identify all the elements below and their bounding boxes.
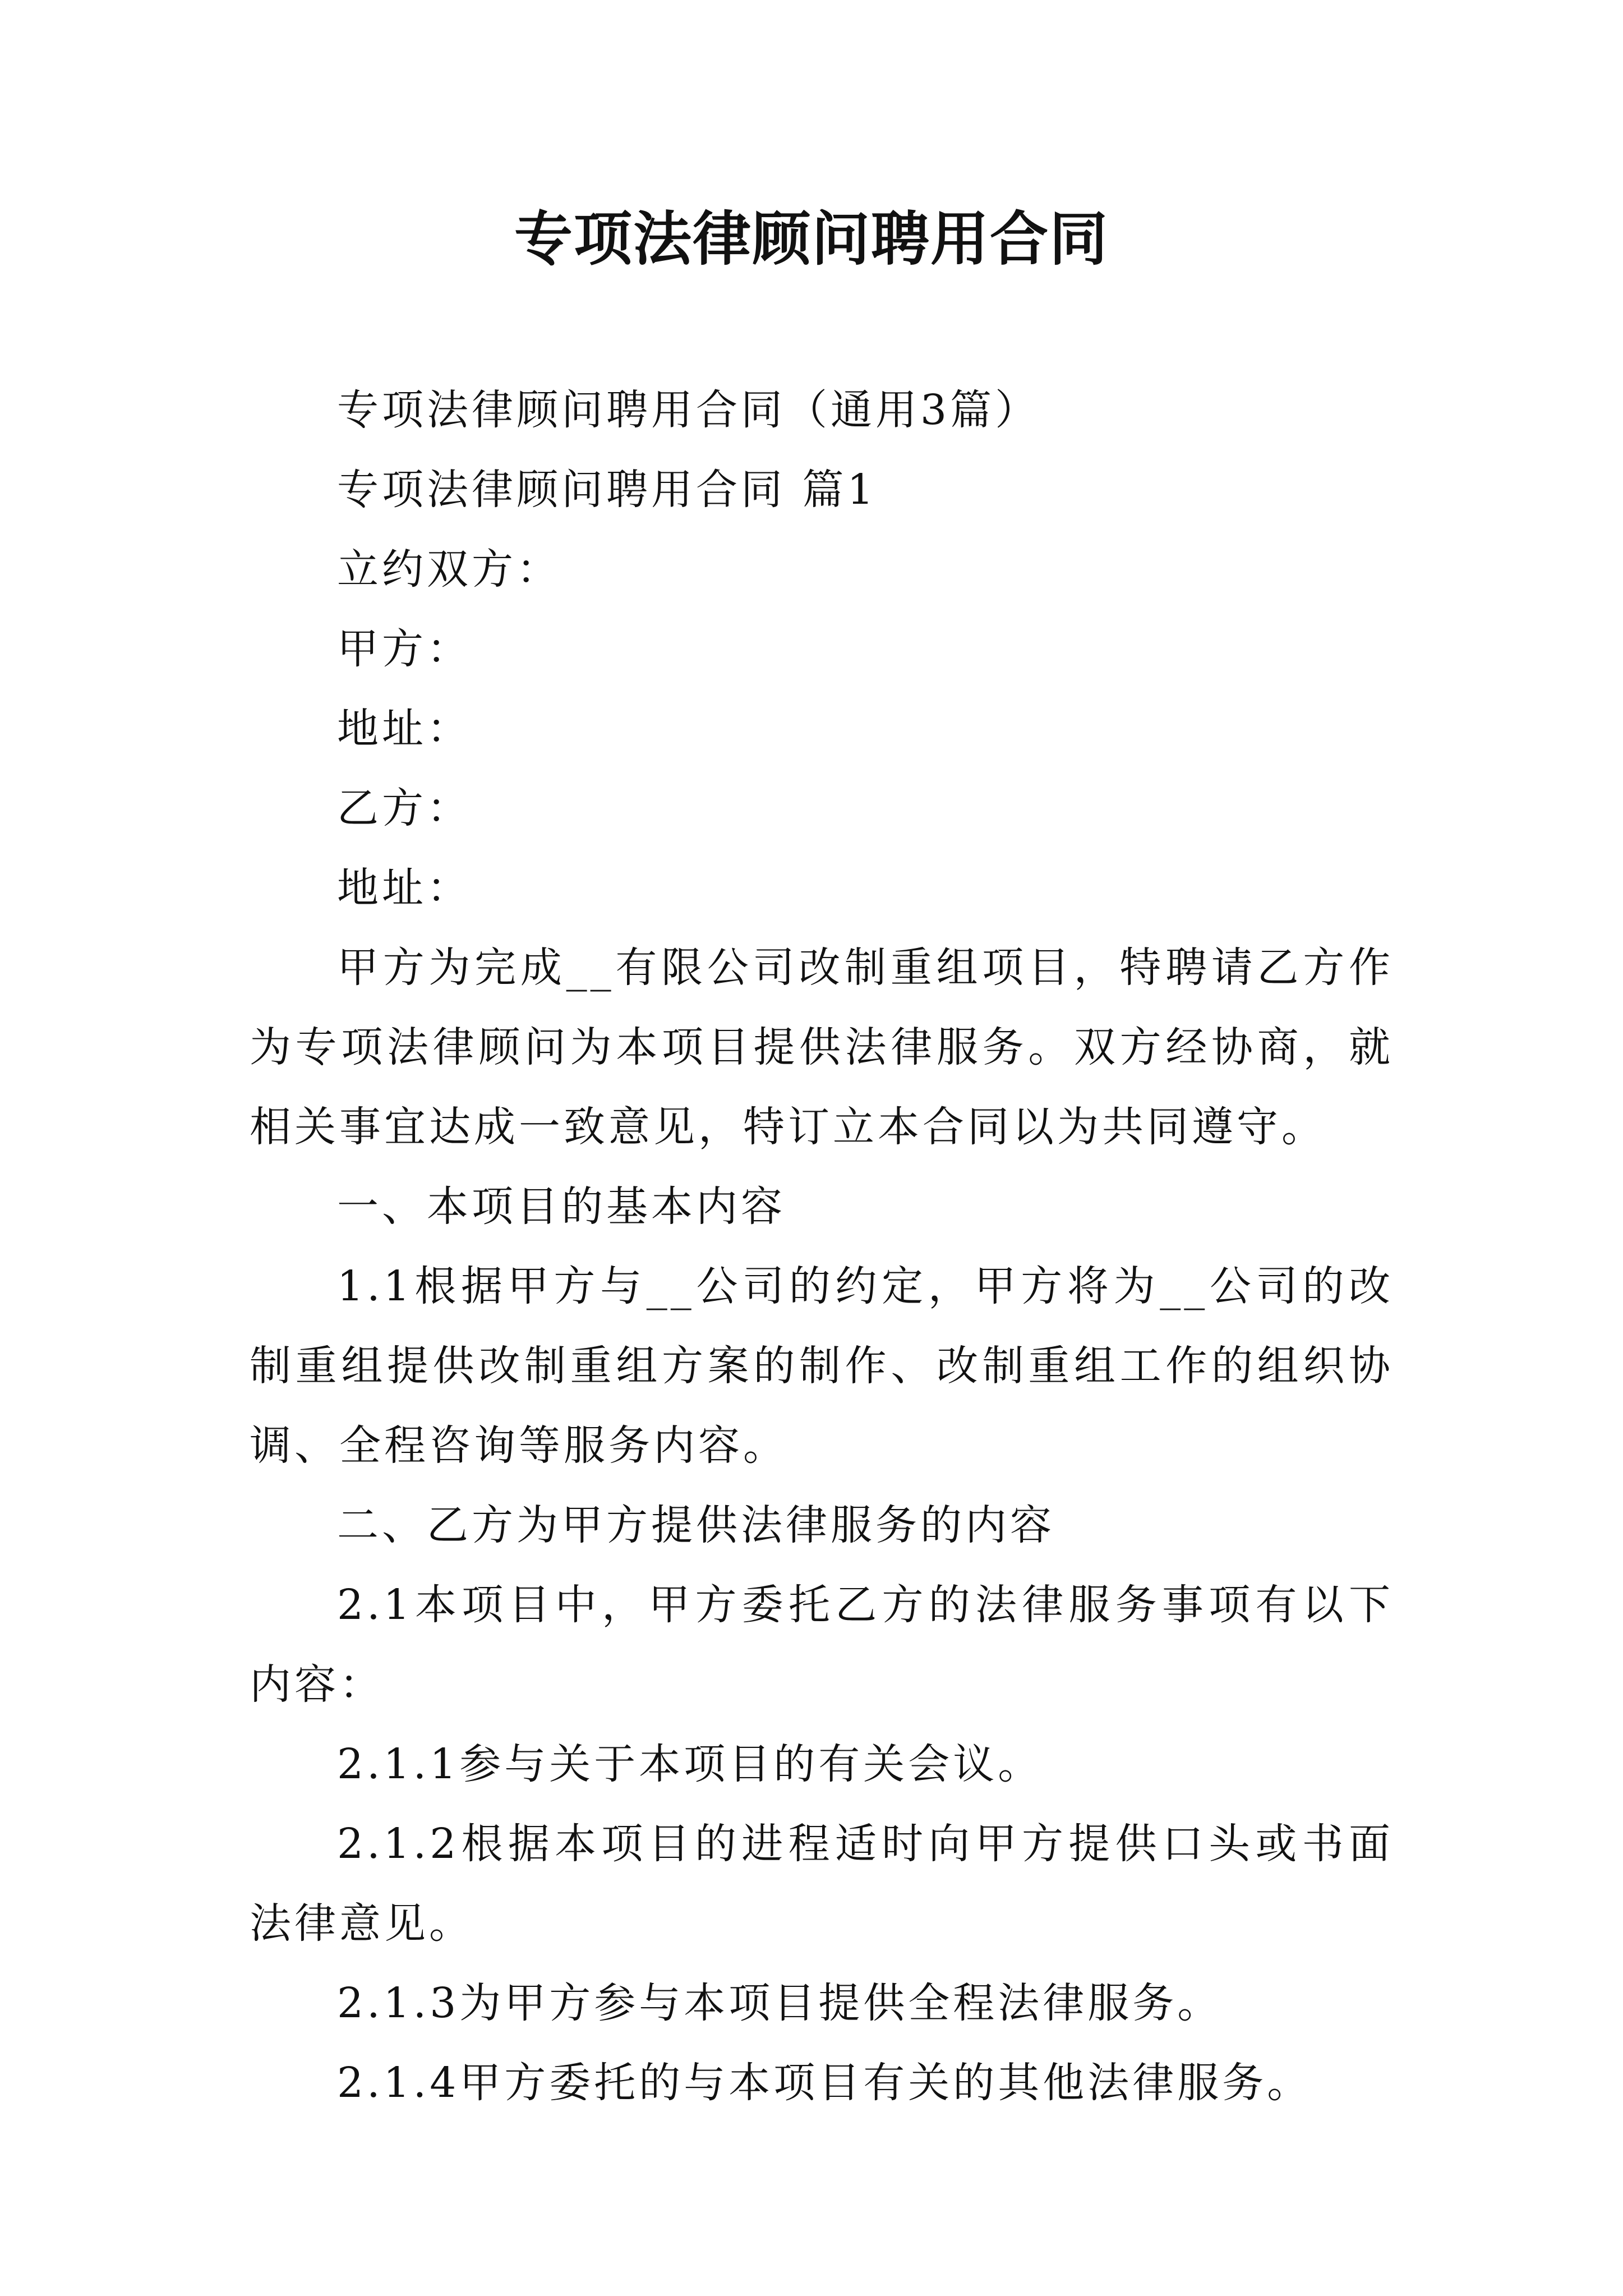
- paragraph-parties-label: 立约双方：: [337, 545, 561, 593]
- paragraph-heading-1: 一、本项目的基本内容: [337, 1182, 786, 1231]
- paragraph-heading-2: 二、乙方为甲方提供法律服务的内容: [337, 1501, 1055, 1549]
- document-body: [250, 370, 1394, 2123]
- paragraph-clause-2-1: 2.1本项目中，甲方委托乙方的法律服务事项有以下内容：: [250, 1581, 1394, 1709]
- paragraph-party-b: 乙方：: [337, 784, 472, 832]
- paragraph-clause-2-1-3: 2.1.3为甲方参与本项目提供全程法律服务。: [337, 1979, 1223, 2027]
- paragraph-subtitle: 专项法律顾问聘用合同（通用3篇）: [337, 386, 1040, 434]
- paragraph-clause-2-1-1: 2.1.1参与关于本项目的有关会议。: [337, 1740, 1043, 1788]
- paragraph-party-a-address: 地址：: [337, 705, 472, 753]
- paragraph-party-a: 甲方：: [337, 625, 472, 673]
- paragraph-party-b-address: 地址：: [337, 864, 472, 912]
- paragraph-clause-2-1-2: 2.1.2根据本项目的进程适时向甲方提供口头或书面法律意见。: [250, 1820, 1394, 1948]
- paragraph-preamble: 甲方为完成__有限公司改制重组项目，特聘请乙方作为专项法律顾问为本项目提供法律服务。双方经协商，就相关事宜达成一致意见，特订立本合同以为共同遵守。: [250, 944, 1394, 1151]
- paragraph-clause-2-1-4: 2.1.4甲方委托的与本项目有关的其他法律服务。: [337, 2059, 1312, 2107]
- paragraph-clause-1-1: 1.1根据甲方与__公司的约定，甲方将为__公司的改制重组提供改制重组方案的制作、改制重组工作的组织协调、全程咨询等服务内容。: [250, 1262, 1394, 1470]
- document-title: 专项法律顾问聘用合同: [514, 204, 1109, 273]
- paragraph-section-heading: 专项法律顾问聘用合同 篇1: [337, 466, 877, 514]
